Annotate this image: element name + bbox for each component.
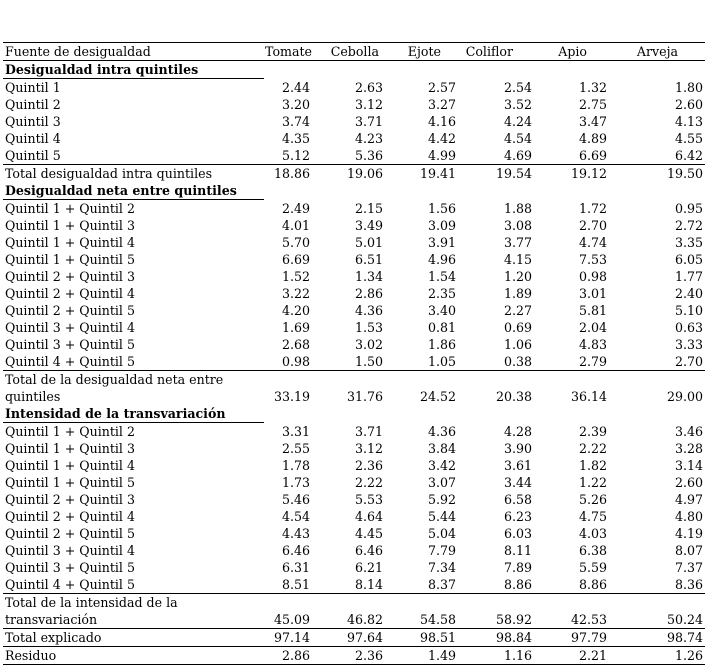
cell-tomate: 4.43 (281, 526, 310, 541)
empty-cell (458, 405, 534, 423)
cell-arveja: 2.60 (674, 475, 703, 490)
cell-tomate: 18.86 (264, 165, 312, 183)
cell-arveja: 4.19 (674, 526, 703, 541)
cell-arveja: 50.24 (666, 612, 703, 627)
cell-apio: 1.32 (578, 80, 607, 95)
total-label-line2: transvariación (5, 612, 98, 627)
cell-apio: 4.83 (578, 337, 607, 352)
table-row (3, 79, 705, 97)
cell-tomate: 6.31 (281, 560, 310, 575)
cell-tomate: 3.31 (281, 424, 310, 439)
cell-cebolla: 3.02 (354, 337, 383, 352)
header-arveja: Arveja (609, 43, 705, 61)
cell-coliflor: 6.23 (503, 509, 532, 524)
cell-arveja: 6.05 (674, 252, 703, 267)
cell-arveja: 8.07 (674, 543, 703, 558)
table-row (3, 336, 705, 353)
cell-apio: 2.21 (534, 647, 609, 665)
row-label: Quintil 1 + Quintil 4 (5, 235, 135, 250)
cell-cebolla: 1.53 (354, 320, 383, 335)
cell-arveja: 8.36 (674, 577, 703, 592)
row-label: Quintil 3 + Quintil 4 (5, 320, 135, 335)
cell-ejote: 0.81 (427, 320, 456, 335)
cell-arveja: 1.26 (609, 647, 705, 665)
cell-cebolla: 1.34 (354, 269, 383, 284)
cell-ejote: 54.58 (419, 612, 456, 627)
cell-apio: 2.70 (578, 218, 607, 233)
table-row (3, 302, 705, 319)
cell-tomate: 2.49 (281, 201, 310, 216)
cell-ejote: 4.96 (427, 252, 456, 267)
cell-apio: 5.59 (578, 560, 607, 575)
cell-coliflor: 3.61 (503, 458, 532, 473)
table-row (3, 491, 705, 508)
row-label: Quintil 1 (5, 80, 61, 95)
cell-arveja: 98.74 (609, 629, 705, 647)
cell-apio: 4.75 (578, 509, 607, 524)
cell-ejote: 98.51 (385, 629, 458, 647)
section-title: Desigualdad intra quintiles (3, 61, 264, 79)
cell-ejote: 7.34 (427, 560, 456, 575)
table-row (3, 508, 705, 525)
table-row (3, 285, 705, 302)
section-title: Desigualdad neta entre quintiles (3, 182, 264, 200)
table-row (3, 251, 705, 268)
cell-apio: 42.53 (570, 612, 607, 627)
table-row (3, 268, 705, 285)
empty-cell (458, 182, 534, 200)
cell-coliflor: 4.28 (503, 424, 532, 439)
cell-cebolla: 6.46 (354, 543, 383, 558)
cell-arveja: 4.55 (674, 131, 703, 146)
row-label: Quintil 2 + Quintil 3 (5, 492, 135, 507)
cell-ejote: 8.37 (427, 577, 456, 592)
cell-apio: 97.79 (534, 629, 609, 647)
row-label: Quintil 1 + Quintil 2 (5, 201, 135, 216)
cell-coliflor: 8.11 (503, 543, 532, 558)
cell-cebolla: 4.23 (354, 131, 383, 146)
cell-arveja: 0.95 (674, 201, 703, 216)
empty-cell (534, 61, 609, 79)
total-row-line1 (3, 371, 705, 389)
cell-cebolla: 3.12 (354, 441, 383, 456)
row-label: Quintil 4 + Quintil 5 (5, 354, 135, 369)
cell-apio: 8.86 (578, 577, 607, 592)
cell-cebolla: 2.86 (354, 286, 383, 301)
cell-ejote: 4.36 (427, 424, 456, 439)
cell-tomate: 4.35 (281, 131, 310, 146)
cell-tomate: 1.78 (281, 458, 310, 473)
cell-cebolla: 2.36 (354, 458, 383, 473)
table-row (3, 130, 705, 147)
table-row (3, 234, 705, 251)
cell-ejote: 24.52 (419, 389, 456, 404)
cell-tomate: 5.70 (281, 235, 310, 250)
cell-arveja: 5.10 (674, 303, 703, 318)
cell-ejote: 7.79 (427, 543, 456, 558)
cell-coliflor: 1.20 (503, 269, 532, 284)
cell-ejote: 3.42 (427, 458, 456, 473)
cell-ejote: 19.41 (385, 165, 458, 183)
row-label: Quintil 3 + Quintil 5 (5, 337, 135, 352)
cell-coliflor: 3.77 (503, 235, 532, 250)
empty-cell (385, 182, 458, 200)
cell-ejote: 5.92 (427, 492, 456, 507)
cell-tomate: 0.98 (281, 354, 310, 369)
cell-cebolla: 4.45 (354, 526, 383, 541)
cell-coliflor: 0.69 (503, 320, 532, 335)
cell-tomate: 8.51 (281, 577, 310, 592)
cell-arveja: 7.37 (674, 560, 703, 575)
cell-ejote: 5.04 (427, 526, 456, 541)
cell-cebolla: 3.71 (354, 114, 383, 129)
table-row (3, 542, 705, 559)
cell-coliflor: 3.08 (503, 218, 532, 233)
cell-arveja: 19.50 (609, 165, 705, 183)
row-label: Quintil 1 + Quintil 3 (5, 441, 135, 456)
cell-cebolla: 3.12 (354, 97, 383, 112)
cell-coliflor: 4.69 (503, 148, 532, 163)
empty-cell (609, 61, 705, 79)
empty-cell (385, 61, 458, 79)
empty-cell (264, 371, 312, 389)
table-row (3, 217, 705, 234)
cell-apio: 7.53 (578, 252, 607, 267)
row-label: Quintil 1 + Quintil 4 (5, 458, 135, 473)
table-row (3, 525, 705, 542)
empty-cell (264, 182, 312, 200)
cell-coliflor: 2.54 (503, 80, 532, 95)
cell-tomate: 1.52 (281, 269, 310, 284)
explained-label: Total explicado (3, 629, 264, 647)
table-row (3, 474, 705, 491)
empty-cell (534, 371, 609, 389)
table-body (3, 43, 705, 665)
cell-coliflor: 3.52 (503, 97, 532, 112)
cell-tomate: 5.46 (281, 492, 310, 507)
cell-tomate: 4.20 (281, 303, 310, 318)
section-heading-row (3, 61, 705, 79)
cell-cebolla: 3.71 (354, 424, 383, 439)
cell-cebolla: 4.36 (354, 303, 383, 318)
cell-tomate: 33.19 (273, 389, 310, 404)
row-label: Quintil 1 + Quintil 3 (5, 218, 135, 233)
empty-cell (312, 405, 385, 423)
cell-cebolla: 2.36 (312, 647, 385, 665)
cell-tomate: 6.69 (281, 252, 310, 267)
row-label: Quintil 4 (5, 131, 61, 146)
row-label: Quintil 5 (5, 148, 61, 163)
cell-apio: 3.01 (578, 286, 607, 301)
header-row (3, 43, 705, 61)
empty-cell (534, 594, 609, 612)
cell-ejote: 1.49 (385, 647, 458, 665)
empty-cell (264, 405, 312, 423)
empty-cell (534, 182, 609, 200)
row-label: Quintil 2 (5, 97, 61, 112)
row-label: Quintil 4 + Quintil 5 (5, 577, 135, 592)
cell-coliflor: 0.38 (503, 354, 532, 369)
total-label: Total desigualdad intra quintiles (3, 165, 264, 183)
table-row (3, 423, 705, 441)
empty-cell (458, 61, 534, 79)
cell-arveja: 2.72 (674, 218, 703, 233)
total-row-line2 (3, 611, 705, 629)
cell-apio: 0.98 (578, 269, 607, 284)
cell-cebolla: 2.63 (354, 80, 383, 95)
header-ejote: Ejote (385, 43, 458, 61)
cell-ejote: 4.16 (427, 114, 456, 129)
row-label: Quintil 1 + Quintil 2 (5, 424, 135, 439)
cell-ejote: 3.27 (427, 97, 456, 112)
cell-arveja: 3.33 (674, 337, 703, 352)
cell-coliflor: 98.84 (458, 629, 534, 647)
cell-coliflor: 4.15 (503, 252, 532, 267)
residual-label: Residuo (3, 647, 264, 665)
empty-cell (534, 405, 609, 423)
row-label: Quintil 2 + Quintil 5 (5, 526, 135, 541)
cell-cebolla: 2.22 (354, 475, 383, 490)
cell-cebolla: 5.01 (354, 235, 383, 250)
cell-arveja: 1.77 (674, 269, 703, 284)
cell-arveja: 3.46 (674, 424, 703, 439)
cell-apio: 4.74 (578, 235, 607, 250)
header-cebolla: Cebolla (312, 43, 385, 61)
cell-apio: 5.81 (578, 303, 607, 318)
cell-apio: 3.47 (578, 114, 607, 129)
cell-arveja: 4.80 (674, 509, 703, 524)
cell-coliflor: 6.58 (503, 492, 532, 507)
cell-apio: 6.38 (578, 543, 607, 558)
explained-row (3, 629, 705, 647)
empty-cell (312, 61, 385, 79)
cell-cebolla: 46.82 (346, 612, 383, 627)
cell-cebolla: 1.50 (354, 354, 383, 369)
table-row (3, 353, 705, 371)
total-label-line1: Total de la desigualdad neta entre (3, 371, 264, 389)
cell-tomate: 6.46 (281, 543, 310, 558)
total-label-line2: quintiles (5, 389, 61, 404)
inequality-decomposition-table (3, 42, 705, 665)
cell-coliflor: 2.27 (503, 303, 532, 318)
header-coliflor: Coliflor (458, 43, 534, 61)
cell-cebolla: 8.14 (354, 577, 383, 592)
row-label: Quintil 1 + Quintil 5 (5, 252, 135, 267)
cell-apio: 2.75 (578, 97, 607, 112)
cell-coliflor: 20.38 (495, 389, 532, 404)
cell-cebolla: 97.64 (312, 629, 385, 647)
section-heading-row (3, 182, 705, 200)
cell-ejote: 1.54 (427, 269, 456, 284)
cell-ejote: 1.05 (427, 354, 456, 369)
header-source: Fuente de desigualdad (3, 43, 264, 61)
row-label: Quintil 2 + Quintil 5 (5, 303, 135, 318)
cell-coliflor: 4.54 (503, 131, 532, 146)
cell-tomate: 2.44 (281, 80, 310, 95)
cell-coliflor: 4.24 (503, 114, 532, 129)
section-heading-row (3, 405, 705, 423)
cell-arveja: 2.70 (674, 354, 703, 369)
cell-ejote: 2.57 (427, 80, 456, 95)
cell-cebolla: 2.15 (354, 201, 383, 216)
table-row (3, 147, 705, 165)
cell-apio: 5.26 (578, 492, 607, 507)
empty-cell (609, 371, 705, 389)
empty-cell (264, 594, 312, 612)
cell-tomate: 4.01 (281, 218, 310, 233)
cell-ejote: 3.07 (427, 475, 456, 490)
cell-apio: 1.22 (578, 475, 607, 490)
cell-apio: 4.89 (578, 131, 607, 146)
cell-apio: 2.04 (578, 320, 607, 335)
table-row (3, 559, 705, 576)
cell-coliflor: 3.44 (503, 475, 532, 490)
empty-cell (264, 61, 312, 79)
cell-arveja: 4.97 (674, 492, 703, 507)
header-tomate: Tomate (265, 44, 312, 59)
cell-ejote: 3.91 (427, 235, 456, 250)
total-row-line2 (3, 388, 705, 405)
empty-cell (609, 182, 705, 200)
empty-cell (609, 594, 705, 612)
cell-cebolla: 4.64 (354, 509, 383, 524)
cell-cebolla: 6.51 (354, 252, 383, 267)
empty-cell (312, 182, 385, 200)
cell-coliflor: 1.89 (503, 286, 532, 301)
empty-cell (312, 371, 385, 389)
total-label-line1: Total de la intensidad de la (3, 594, 264, 612)
cell-tomate: 3.22 (281, 286, 310, 301)
cell-arveja: 4.13 (674, 114, 703, 129)
cell-tomate: 5.12 (281, 148, 310, 163)
cell-coliflor: 3.90 (503, 441, 532, 456)
total-row-line1 (3, 594, 705, 612)
cell-ejote: 3.84 (427, 441, 456, 456)
row-label: Quintil 2 + Quintil 3 (5, 269, 135, 284)
table-row (3, 440, 705, 457)
cell-coliflor: 7.89 (503, 560, 532, 575)
cell-coliflor: 58.92 (495, 612, 532, 627)
cell-apio: 1.72 (578, 201, 607, 216)
cell-arveja: 29.00 (666, 389, 703, 404)
empty-cell (385, 371, 458, 389)
cell-ejote: 1.86 (427, 337, 456, 352)
cell-coliflor: 1.88 (503, 201, 532, 216)
cell-cebolla: 31.76 (346, 389, 383, 404)
empty-cell (458, 371, 534, 389)
cell-ejote: 3.40 (427, 303, 456, 318)
cell-tomate: 45.09 (273, 612, 310, 627)
cell-tomate: 1.69 (281, 320, 310, 335)
cell-tomate: 3.20 (281, 97, 310, 112)
table-row (3, 576, 705, 594)
row-label: Quintil 3 (5, 114, 61, 129)
empty-cell (458, 594, 534, 612)
cell-ejote: 2.35 (427, 286, 456, 301)
cell-ejote: 4.42 (427, 131, 456, 146)
table-row (3, 113, 705, 130)
row-label: Quintil 2 + Quintil 4 (5, 286, 135, 301)
cell-apio: 4.03 (578, 526, 607, 541)
residual-row (3, 647, 705, 665)
cell-apio: 36.14 (570, 389, 607, 404)
cell-ejote: 4.99 (427, 148, 456, 163)
cell-tomate: 2.55 (281, 441, 310, 456)
section-title: Intensidad de la transvariación (3, 405, 264, 423)
cell-coliflor: 1.06 (503, 337, 532, 352)
cell-arveja: 6.42 (674, 148, 703, 163)
cell-arveja: 0.63 (674, 320, 703, 335)
cell-cebolla: 6.21 (354, 560, 383, 575)
header-apio: Apio (534, 43, 609, 61)
cell-tomate: 97.14 (264, 629, 312, 647)
cell-tomate: 3.74 (281, 114, 310, 129)
cell-cebolla: 3.49 (354, 218, 383, 233)
cell-cebolla: 5.53 (354, 492, 383, 507)
cell-arveja: 3.14 (674, 458, 703, 473)
empty-cell (609, 405, 705, 423)
empty-cell (385, 594, 458, 612)
cell-arveja: 3.35 (674, 235, 703, 250)
cell-apio: 2.39 (578, 424, 607, 439)
total-row (3, 165, 705, 183)
cell-coliflor: 6.03 (503, 526, 532, 541)
cell-apio: 2.79 (578, 354, 607, 369)
table-row (3, 319, 705, 336)
cell-arveja: 2.40 (674, 286, 703, 301)
empty-cell (385, 405, 458, 423)
cell-tomate: 2.68 (281, 337, 310, 352)
cell-coliflor: 1.16 (458, 647, 534, 665)
empty-cell (312, 594, 385, 612)
cell-ejote: 3.09 (427, 218, 456, 233)
cell-tomate: 1.73 (281, 475, 310, 490)
cell-cebolla: 5.36 (354, 148, 383, 163)
table-row (3, 200, 705, 218)
cell-arveja: 3.28 (674, 441, 703, 456)
cell-arveja: 1.80 (674, 80, 703, 95)
cell-arveja: 2.60 (674, 97, 703, 112)
cell-ejote: 5.44 (427, 509, 456, 524)
cell-coliflor: 19.54 (458, 165, 534, 183)
cell-apio: 6.69 (578, 148, 607, 163)
row-label: Quintil 3 + Quintil 4 (5, 543, 135, 558)
row-label: Quintil 3 + Quintil 5 (5, 560, 135, 575)
cell-apio: 19.12 (534, 165, 609, 183)
cell-ejote: 1.56 (427, 201, 456, 216)
table-row (3, 96, 705, 113)
cell-tomate: 2.86 (264, 647, 312, 665)
table-row (3, 457, 705, 474)
cell-coliflor: 8.86 (503, 577, 532, 592)
cell-tomate: 4.54 (281, 509, 310, 524)
cell-apio: 1.82 (578, 458, 607, 473)
row-label: Quintil 1 + Quintil 5 (5, 475, 135, 490)
row-label: Quintil 2 + Quintil 4 (5, 509, 135, 524)
cell-apio: 2.22 (578, 441, 607, 456)
cell-cebolla: 19.06 (312, 165, 385, 183)
